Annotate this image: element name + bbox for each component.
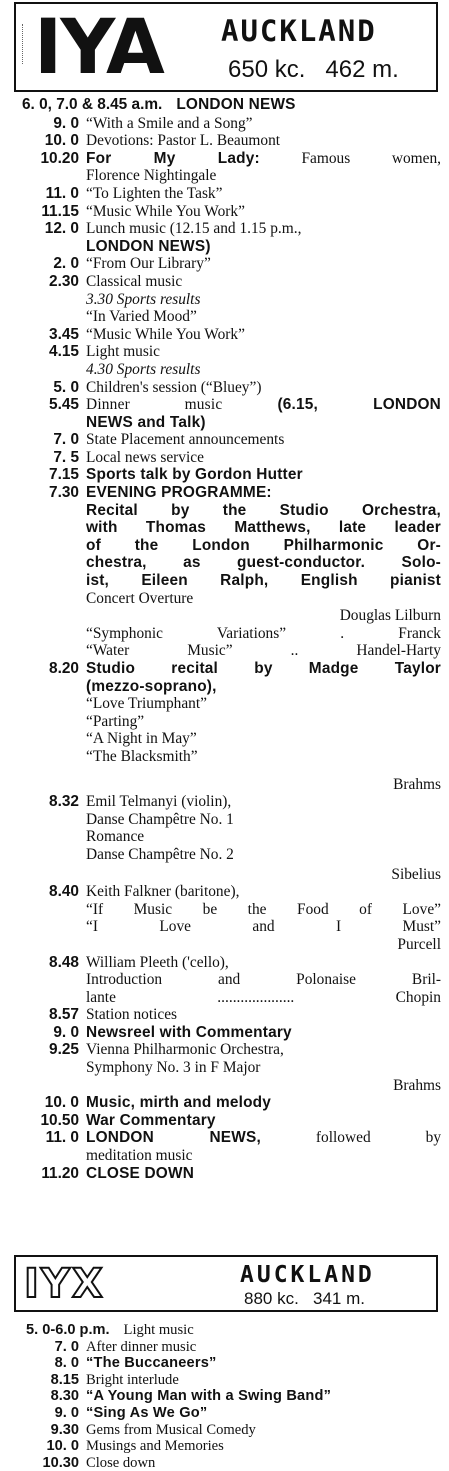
station-callsign: IYA	[34, 2, 163, 91]
programme-time: 10. 0	[46, 1438, 79, 1455]
programme-line: Danse Champêtre No. 2	[86, 845, 234, 863]
programme-item	[0, 203, 449, 221]
programme-time: 10.30	[42, 1454, 79, 1471]
programme-item	[0, 273, 449, 326]
programme-text: Children's session (“Bluey”)	[86, 378, 262, 396]
programme-line: Symphony No. 3 in F Major	[86, 1059, 261, 1077]
programme-time: 5.45	[49, 396, 79, 414]
programme-item	[0, 484, 449, 660]
programme-line: “If Music be the Food of Love”	[86, 900, 441, 918]
programme-item	[0, 1372, 449, 1389]
frequency-kc: 650 kc.	[228, 56, 306, 83]
programme-item	[0, 343, 449, 378]
programme-text	[86, 1041, 449, 1094]
programme-time: 2. 0	[53, 255, 79, 273]
programme-text: Station notices	[86, 1006, 178, 1024]
programme-line: Recital by the Studio Orchestra,	[86, 501, 441, 519]
programme-text: Sports talk by Gordon Hutter	[86, 466, 303, 484]
programme-text: Devotions: Pastor L. Beaumont	[86, 132, 281, 150]
programme-item	[0, 1112, 449, 1130]
programme-line: 4.30 Sports results	[86, 360, 201, 378]
programme-time: 9.25	[49, 1041, 79, 1059]
programme-line: Purcell	[397, 935, 441, 953]
programme-time: 8.48	[49, 953, 79, 971]
programme-time: 8.30	[50, 1388, 79, 1405]
programme-item	[0, 1322, 449, 1339]
wavelength-m: 341 m.	[312, 1289, 365, 1308]
programme-time: 10. 0	[44, 1094, 79, 1112]
programme-text	[86, 484, 449, 660]
programme-time: 9. 0	[53, 1023, 79, 1041]
programme-item	[0, 1339, 449, 1356]
programme-item	[0, 255, 449, 273]
programme-line: chestra, as guest-conductor. Solo-	[86, 554, 441, 572]
programme-time: 8.15	[50, 1371, 79, 1388]
programme-item	[0, 660, 449, 793]
programme-line: Sibelius	[391, 865, 441, 883]
programme-text	[86, 396, 449, 431]
programme-time: 9.30	[50, 1421, 79, 1438]
programme-text: Gems from Musical Comedy	[86, 1421, 256, 1438]
programme-text: CLOSE DOWN	[86, 1164, 195, 1182]
programme-line: (mezzo-soprano),	[86, 677, 217, 695]
programme-time: 8. 0	[54, 1355, 79, 1372]
programme-time: 7. 0	[53, 431, 79, 449]
programme-text: “To Lighten the Task”	[86, 184, 223, 202]
programme-line: EVENING PROGRAMME:	[86, 484, 272, 502]
station-header-1ya	[14, 2, 438, 92]
programme-line: “The Blacksmith”	[86, 747, 198, 765]
programme-item	[0, 1355, 449, 1372]
programme-item	[0, 1455, 449, 1471]
programme-time: 2.30	[49, 272, 79, 290]
programme-text: Local news service	[86, 448, 204, 466]
programme-item	[0, 396, 449, 431]
programme-item	[0, 1422, 449, 1439]
programme-line: Danse Champêtre No. 1	[86, 810, 234, 828]
programme-item	[0, 1094, 449, 1112]
programme-item	[0, 326, 449, 344]
programme-item	[0, 1006, 449, 1024]
programme-line: “I Love and I Must”	[86, 918, 441, 936]
programme-line: Brahms	[393, 775, 441, 793]
programme-line: Emil Telmanyi (violin),	[86, 793, 232, 811]
programme-text: State Placement announcements	[86, 431, 285, 449]
print-mark	[22, 24, 26, 64]
programme-line: with Thomas Matthews, late leader	[86, 519, 441, 537]
programme-list-1ya	[0, 96, 449, 1182]
programme-item	[0, 220, 449, 255]
programme-line: Classical music	[86, 272, 183, 290]
programme-item	[0, 132, 449, 150]
programme-item	[0, 449, 449, 467]
programme-item	[0, 1129, 449, 1164]
programme-text	[86, 883, 449, 953]
programme-list-1yx	[0, 1322, 449, 1471]
programme-text	[86, 343, 449, 378]
programme-time: 10.50	[40, 1111, 79, 1129]
programme-time: 9. 0	[53, 114, 79, 132]
programme-item	[0, 954, 449, 1007]
programme-time: 7. 0	[54, 1338, 79, 1355]
programme-line: 3.30 Sports results	[86, 290, 201, 308]
programme-line: Dinner music (6.15, LONDON	[86, 396, 441, 414]
programme-item	[0, 379, 449, 397]
programme-line: LONDON NEWS, followed by	[86, 1129, 442, 1147]
programme-item	[0, 1041, 449, 1094]
programme-line: ist, Eileen Ralph, English pianist	[86, 572, 441, 590]
programme-item	[0, 185, 449, 203]
programme-time: 8.40	[49, 883, 79, 901]
programme-time: 10. 0	[44, 132, 79, 150]
station-city: AUCKLAND	[240, 1262, 375, 1288]
programme-text: “From Our Library”	[86, 255, 211, 273]
programme-line: “Love Triumphant”	[86, 695, 207, 713]
programme-line: meditation music	[86, 1147, 193, 1165]
programme-line: “Water Music” .. Handel-Harty	[86, 642, 441, 660]
programme-text: “With a Smile and a Song”	[86, 114, 253, 132]
programme-text: Musings and Memories	[86, 1438, 224, 1455]
programme-text	[86, 273, 449, 326]
programme-item	[0, 793, 449, 883]
station-city: AUCKLAND	[221, 14, 377, 48]
programme-item	[0, 1024, 449, 1042]
programme-text: “Music While You Work”	[86, 202, 245, 220]
programme-text: “Sing As We Go”	[86, 1404, 208, 1421]
programme-line: Light music	[86, 343, 160, 361]
programme-text: Newsreel with Commentary	[86, 1023, 292, 1041]
programme-time: 7. 5	[53, 448, 79, 466]
programme-time: 11. 0	[45, 1129, 79, 1147]
programme-line: “In Varied Mood”	[86, 308, 197, 326]
programme-line: For My Lady: Famous women,	[86, 149, 442, 167]
programme-line: Studio recital by Madge Taylor	[86, 660, 441, 677]
wavelength-m: 462 m.	[325, 56, 399, 83]
programme-time: 11. 0	[45, 184, 79, 202]
programme-line: “Parting”	[86, 712, 145, 730]
programme-line: “Symphonic Variations” . Franck	[86, 624, 441, 642]
programme-text: Light music	[123, 1322, 194, 1338]
station-header-1yx	[14, 1255, 438, 1312]
programme-text	[86, 954, 449, 1007]
programme-text: “The Buccaneers”	[86, 1355, 217, 1372]
programme-text	[86, 220, 449, 255]
programme-text: Music, mirth and melody	[86, 1094, 272, 1112]
programme-time: 10.20	[40, 149, 79, 167]
station-frequency	[244, 1289, 365, 1309]
programme-time: 7.15	[49, 466, 79, 484]
programme-text	[86, 660, 449, 793]
station-callsign: IYX	[24, 1261, 105, 1307]
programme-line: of the London Philharmonic Or-	[86, 536, 441, 554]
programme-item	[0, 96, 449, 114]
programme-text: LONDON NEWS	[176, 96, 296, 113]
programme-text: Bright interlude	[86, 1371, 179, 1388]
programme-line: lante .................... Chopin	[86, 988, 441, 1006]
programme-item	[0, 150, 449, 185]
programme-time: 8.57	[49, 1006, 79, 1024]
programme-time: 6. 0, 7.0 & 8.45 a.m.	[22, 96, 163, 113]
programme-time: 11.20	[41, 1164, 79, 1182]
programme-item	[0, 431, 449, 449]
programme-line: Douglas Lilburn	[339, 607, 441, 625]
programme-text: After dinner music	[86, 1338, 197, 1355]
frequency-kc: 880 kc.	[244, 1289, 299, 1308]
programme-item	[0, 883, 449, 953]
programme-line: Concert Overture	[86, 589, 194, 607]
programme-line: “A Night in May”	[86, 730, 197, 748]
programme-time: 7.30	[49, 484, 79, 502]
programme-line: LONDON NEWS)	[86, 237, 211, 255]
programme-item	[0, 1405, 449, 1422]
programme-time: 9. 0	[54, 1404, 79, 1421]
programme-line: Introduction and Polonaise Bril-	[86, 971, 441, 989]
programme-time: 4.15	[49, 343, 79, 361]
programme-text: “Music While You Work”	[86, 325, 245, 343]
programme-line: Keith Falkner (baritone),	[86, 883, 240, 901]
programme-text: War Commentary	[86, 1111, 216, 1129]
programme-time: 12. 0	[44, 220, 79, 238]
programme-line: Lunch music (12.15 and 1.15 p.m.,	[86, 220, 302, 238]
programme-text	[86, 793, 449, 883]
programme-time: 8.20	[49, 660, 79, 677]
programme-line: Brahms	[393, 1076, 441, 1094]
programme-line: Florence Nightingale	[86, 167, 217, 185]
programme-line: Vienna Philharmonic Orchestra,	[86, 1041, 284, 1059]
programme-time: 11.15	[41, 202, 79, 220]
programme-text	[86, 1129, 449, 1164]
programme-time: 8.32	[49, 793, 79, 811]
programme-line: Romance	[86, 828, 145, 846]
programme-text: Close down	[86, 1454, 156, 1471]
programme-time: 5. 0	[53, 378, 79, 396]
programme-time: 3.45	[49, 325, 79, 343]
programme-item	[0, 1165, 449, 1183]
programme-text	[86, 150, 449, 185]
programme-item	[0, 466, 449, 484]
programme-text: “A Young Man with a Swing Band”	[86, 1388, 332, 1405]
programme-item	[0, 115, 449, 133]
programme-item	[0, 1388, 449, 1405]
programme-line: NEWS and Talk)	[86, 413, 206, 431]
station-frequency	[228, 56, 399, 84]
programme-time: 5. 0-6.0 p.m.	[26, 1322, 110, 1338]
programme-line: William Pleeth ('cello),	[86, 953, 229, 971]
